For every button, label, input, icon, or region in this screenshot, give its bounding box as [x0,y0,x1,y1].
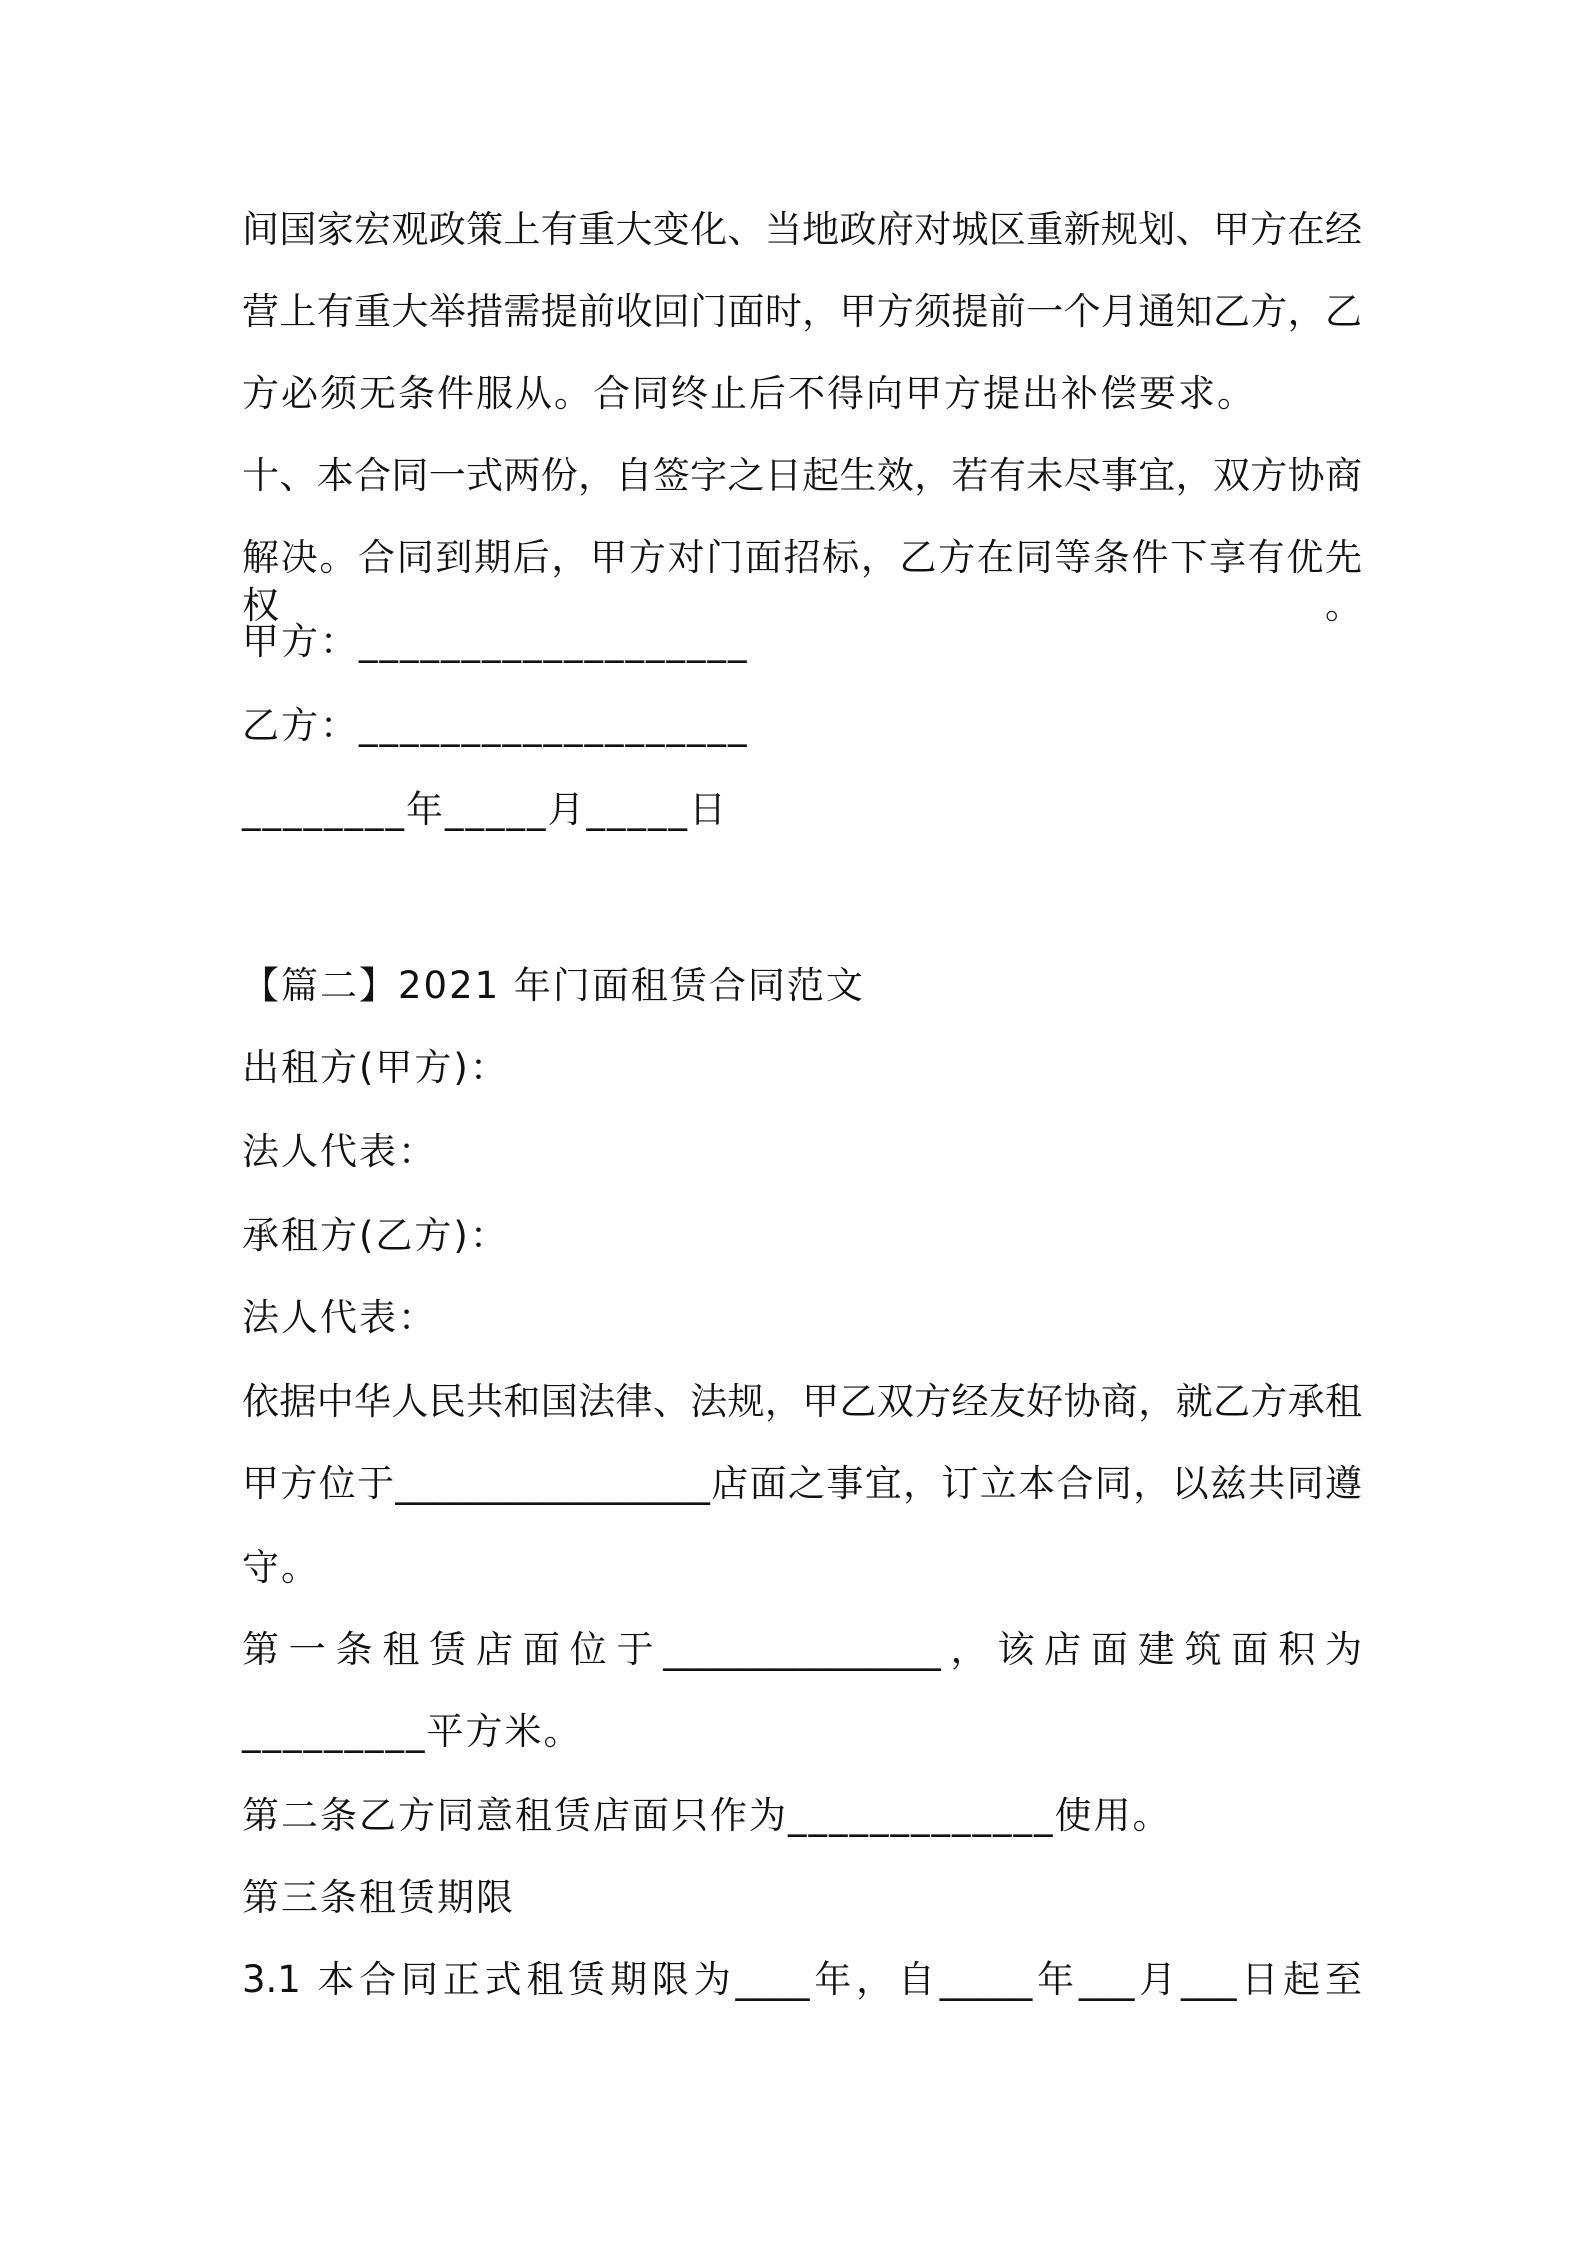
article-one-line: 第一条租赁店面位于_______________，该店面建筑面积为 [242,1628,1362,1671]
clause-ten-line: 十、本合同一式两份，自签字之日起生效，若有未尽事宜，双方协商 [242,454,1362,497]
date-line: ________年_____月_____日 [242,788,728,831]
party-a-signature-line: 甲方：___________________ [242,620,749,663]
lessee-label: 承租方(乙方)： [242,1214,509,1257]
party-b-signature-line: 乙方：___________________ [242,704,749,747]
article-three-one-line: 3.1 本合同正式租赁期限为____年，自_____年___月___日起至 [242,1958,1362,2001]
paragraph-line: 守。 [242,1546,320,1589]
article-two-line: 第二条乙方同意租赁店面只作为_____________使用。 [242,1794,1172,1837]
paragraph-line: 营上有重大举措需提前收回门面时，甲方须提前一个月通知乙方，乙 [242,290,1362,333]
paragraph-line: _________平方米。 [242,1710,583,1753]
paragraph-line: 解决。合同到期后，甲方对门面招标，乙方在同等条件下享有优先权。 [242,536,1362,627]
legal-representative-label: 法人代表： [242,1296,437,1339]
lessor-label: 出租方(甲方)： [242,1046,509,1089]
paragraph-line: 甲方位于_________________店面之事宜，订立本合同，以兹共同遵 [242,1462,1362,1505]
paragraph-line: 依据中华人民共和国法律、法规，甲乙双方经友好协商，就乙方承租 [242,1380,1362,1423]
paragraph-line: 方必须无条件服从。合同终止后不得向甲方提出补偿要求。 [242,372,1256,415]
paragraph-line: 间国家宏观政策上有重大变化、当地政府对城区重新规划、甲方在经 [242,208,1362,251]
legal-representative-label: 法人代表： [242,1130,437,1173]
section-title: 【篇二】2021 年门面租赁合同范文 [242,964,865,1007]
article-three-title: 第三条租赁期限 [242,1876,515,1919]
